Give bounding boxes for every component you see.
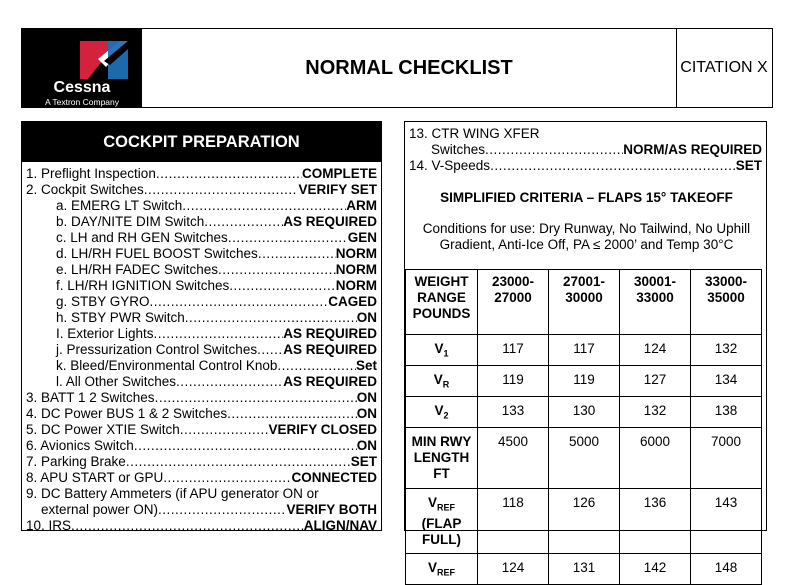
checklist-item-label: e. LH/RH FADEC Switches xyxy=(56,262,219,277)
checklist-item xyxy=(41,502,377,518)
checklist-item-value: GEN xyxy=(347,230,377,245)
header-line: WEIGHT xyxy=(414,274,469,289)
checklist-item xyxy=(56,342,377,358)
table-cell: 134 xyxy=(691,366,762,397)
section-heading: COCKPIT PREPARATION xyxy=(22,122,381,162)
aircraft-model: CITATION X xyxy=(680,59,768,76)
table-cell: 148 xyxy=(691,554,762,585)
table-cell: 132 xyxy=(691,335,762,366)
weight-column-header xyxy=(478,270,549,335)
speed-symbol: V xyxy=(427,560,437,575)
checklist-item-value: AS REQUIRED xyxy=(283,326,377,341)
checklist-item xyxy=(26,454,377,470)
checklist-item-value: ON xyxy=(356,390,377,405)
speed-label xyxy=(406,341,477,362)
checklist-item-value: ON xyxy=(356,438,377,453)
header-line: 23000- xyxy=(491,274,535,289)
checklist-item-value: AS REQUIRED xyxy=(283,214,377,229)
weight-range-header xyxy=(406,270,478,335)
conditions-line-1: Conditions for use: Dry Runway, No Tailwind, No Uphill xyxy=(422,221,751,236)
checklist-item-value: AS REQUIRED xyxy=(283,342,377,357)
checklist-item-label: c. LH and RH GEN Switches xyxy=(56,230,228,245)
header-line: 33000 xyxy=(636,290,674,305)
checklist-item-label: I. Exterior Lights xyxy=(56,326,154,341)
checklist-item xyxy=(56,358,377,374)
speed-symbol: V xyxy=(434,403,444,418)
checklist-item-label: external power ON) xyxy=(41,502,159,517)
table-row xyxy=(406,366,762,397)
weight-column-header xyxy=(620,270,691,335)
checklist-item xyxy=(26,438,377,454)
checklist-item xyxy=(56,214,377,230)
checklist-item-label: Switches xyxy=(431,142,486,157)
checklist-item-label: 5. DC Power XTIE Switch xyxy=(26,422,180,437)
header-line: 27001- xyxy=(562,274,606,289)
row-label-line: FULL) xyxy=(422,531,461,547)
conditions-text xyxy=(409,221,764,253)
speed-subscript: REF xyxy=(437,567,455,578)
checklist-item xyxy=(56,374,377,390)
speed-label xyxy=(406,372,477,393)
checklist-item-label: 4. DC Power BUS 1 & 2 Switches xyxy=(26,406,228,421)
checklist-item-label: h. STBY PWR Switch xyxy=(56,310,185,325)
checklist-item xyxy=(26,182,377,198)
checklist-item-label: 6. Avionics Switch xyxy=(26,438,134,453)
checklist-item xyxy=(56,310,377,326)
checklist-item-label: a. EMERG LT Switch xyxy=(56,198,183,213)
row-label-line: FT xyxy=(433,466,450,481)
checklist-item xyxy=(56,230,377,246)
table-row xyxy=(406,335,762,366)
speed-subscript: REF xyxy=(437,502,455,513)
checklist-item xyxy=(26,406,377,422)
page-title: NORMAL CHECKLIST xyxy=(142,29,677,107)
checklist-item-label: d. LH/RH FUEL BOOST Switches xyxy=(56,246,258,261)
checklist-item-value: VERIFY BOTH xyxy=(286,502,377,517)
table-cell: 127 xyxy=(620,366,691,397)
header-line: 27000 xyxy=(494,290,532,305)
checklist-item xyxy=(26,422,377,438)
speed-subscript: 1 xyxy=(443,348,449,359)
speed-label xyxy=(406,495,477,516)
checklist-item xyxy=(26,470,377,486)
checklist-item-value: AS REQUIRED xyxy=(283,374,377,389)
checklist-item-label: g. STBY GYRO xyxy=(56,294,150,309)
table-cell: 138 xyxy=(691,397,762,428)
checklist-item-value: Set xyxy=(355,358,377,373)
checklist-item-value: COMPLETE xyxy=(301,166,377,181)
checklist-item-label: 9. DC Battery Ammeters (if APU generator ON or xyxy=(26,486,319,501)
speed-symbol: V xyxy=(434,341,444,356)
table-row xyxy=(406,489,762,554)
checklist-item-value: NORM xyxy=(335,246,377,261)
row-label xyxy=(406,366,478,397)
table-cell: 126 xyxy=(549,489,620,554)
checklist-item xyxy=(26,166,377,182)
row-label-line: (FLAP xyxy=(421,515,462,531)
table-cell: 136 xyxy=(620,489,691,554)
checklist-item-value: NORM/AS REQUIRED xyxy=(623,142,762,157)
checklist-item-label: 7. Parking Brake xyxy=(26,454,126,469)
cockpit-preparation-panel xyxy=(21,121,382,531)
checklist-item-value: ALIGN/NAV xyxy=(303,518,377,533)
table-cell: 130 xyxy=(549,397,620,428)
checklist-item-14 xyxy=(409,158,762,174)
table-cell: 119 xyxy=(478,366,549,397)
cessna-logo-icon xyxy=(78,39,140,81)
checklist-item xyxy=(56,278,377,294)
checklist-item-value: ON xyxy=(356,406,377,421)
row-label-line: LENGTH xyxy=(413,450,470,465)
checklist-item xyxy=(26,486,377,502)
header-line: POUNDS xyxy=(412,306,471,321)
table-row xyxy=(406,428,762,489)
checklist-item xyxy=(56,326,377,342)
table-cell: 124 xyxy=(478,554,549,585)
row-label xyxy=(406,335,478,366)
checklist-item-label: 2. Cockpit Switches xyxy=(26,182,144,197)
checklist-item-label: 8. APU START or GPU xyxy=(26,470,164,485)
takeoff-speed-table xyxy=(405,269,762,585)
table-row xyxy=(406,554,762,585)
table-cell: 143 xyxy=(691,489,762,554)
row-label xyxy=(406,397,478,428)
checklist-item-value: VERIFY CLOSED xyxy=(268,422,377,437)
table-row xyxy=(406,397,762,428)
table-cell: 142 xyxy=(620,554,691,585)
table-cell: 5000 xyxy=(549,428,620,489)
logo-tagline: A Textron Company xyxy=(44,97,120,107)
checklist-item xyxy=(26,390,377,406)
table-cell: 132 xyxy=(620,397,691,428)
table-cell: 124 xyxy=(620,335,691,366)
table-cell: 131 xyxy=(549,554,620,585)
checklist-item-value: ON xyxy=(356,310,377,325)
checklist-item-label: 3. BATT 1 2 Switches xyxy=(26,390,155,405)
table-cell: 117 xyxy=(549,335,620,366)
checklist-item-value: NORM xyxy=(335,262,377,277)
row-label xyxy=(406,428,478,489)
checklist-item-label: 14. V-Speeds xyxy=(409,158,491,173)
checklist-item-value: VERIFY SET xyxy=(298,182,377,197)
header-line: 30000 xyxy=(565,290,603,305)
header-line: 30001- xyxy=(633,274,677,289)
speed-label xyxy=(406,560,477,581)
speed-symbol: V xyxy=(427,495,437,510)
checklist-item-value: NORM xyxy=(335,278,377,293)
checklist-item-label: b. DAY/NITE DIM Switch xyxy=(56,214,205,229)
header-line: RANGE xyxy=(417,290,466,305)
row-label xyxy=(406,554,478,585)
checklist-item-label: j. Pressurization Control Switches xyxy=(56,342,258,357)
logo-wordmark: Cessna xyxy=(53,79,111,96)
weight-column-header xyxy=(691,270,762,335)
checklist-item-value: SET xyxy=(735,158,762,173)
checklist-header xyxy=(21,28,773,108)
cessna-logo xyxy=(22,29,142,107)
checklist-item-label: k. Bleed/Environmental Control Knob xyxy=(56,358,278,373)
criteria-heading: SIMPLIFIED CRITERIA – FLAPS 15° TAKEOFF xyxy=(440,190,733,205)
speed-label xyxy=(406,403,477,424)
speed-subscript: R xyxy=(442,379,450,390)
header-line: 33000- xyxy=(704,274,748,289)
checklist-item-label: 1. Preflight Inspection xyxy=(26,166,156,181)
table-cell: 117 xyxy=(478,335,549,366)
checklist-item xyxy=(56,198,377,214)
checklist-item-value: CAGED xyxy=(328,294,377,309)
checklist-item xyxy=(56,262,377,278)
conditions-line-2: Gradient, Anti-Ice Off, PA ≤ 2000’ and Temp 30°C xyxy=(439,237,734,252)
checklist-item-label: 10. IRS xyxy=(26,518,72,533)
table-cell: 119 xyxy=(549,366,620,397)
speed-subscript: 2 xyxy=(443,410,449,421)
row-label-line: MIN RWY xyxy=(411,434,472,449)
checklist-item-value: CONNECTED xyxy=(291,470,377,485)
table-cell: 133 xyxy=(478,397,549,428)
row-label xyxy=(406,489,478,554)
table-header-row xyxy=(406,270,762,335)
speed-symbol: V xyxy=(433,372,443,387)
checklist-item xyxy=(56,294,377,310)
checklist-item-13-line2 xyxy=(431,142,762,158)
checklist-item-label: 13. CTR WING XFER xyxy=(409,126,540,141)
table-cell: 118 xyxy=(478,489,549,554)
checklist-item-value: ARM xyxy=(346,198,377,213)
checklist-item-value: SET xyxy=(350,454,377,469)
weight-column-header xyxy=(549,270,620,335)
checklist-item xyxy=(56,246,377,262)
checklist-item xyxy=(26,518,377,534)
table-cell: 7000 xyxy=(691,428,762,489)
table-cell: 6000 xyxy=(620,428,691,489)
header-line: 35000 xyxy=(707,290,745,305)
checklist-item-label: l. All Other Switches xyxy=(56,374,177,389)
checklist-item-13 xyxy=(409,126,540,142)
table-cell: 4500 xyxy=(478,428,549,489)
checklist-item-label: f. LH/RH IGNITION Switches xyxy=(56,278,230,293)
